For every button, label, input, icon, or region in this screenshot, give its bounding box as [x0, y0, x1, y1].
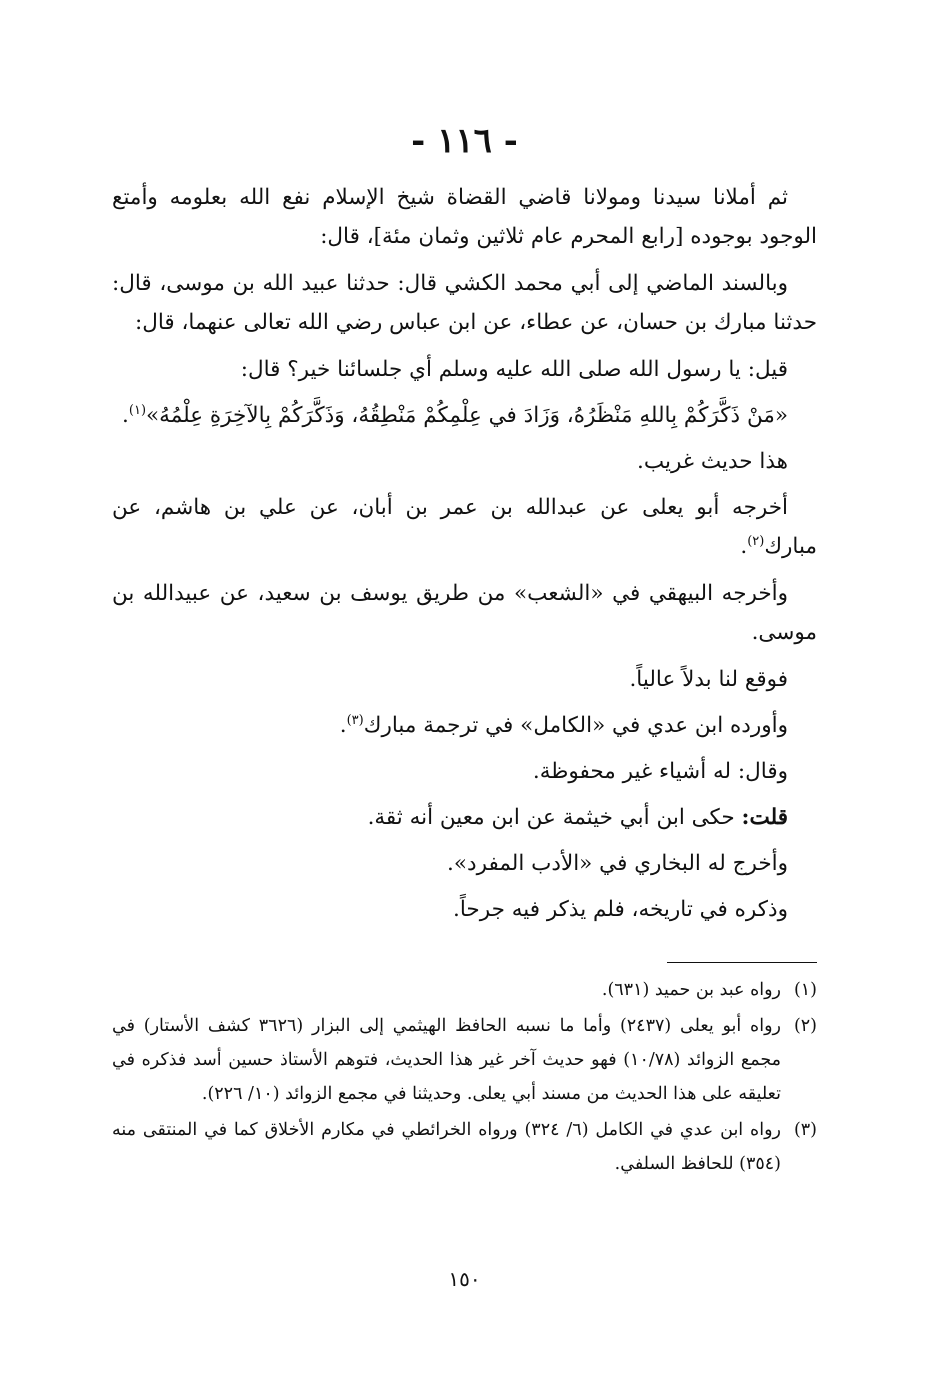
- footnote-text: رواه أبو يعلى (٢٤٣٧) وأما ما نسبه الحافظ الهيثمي إلى البزار (٣٦٢٦ كشف الأستار) في مجمع الزوائد (١٠/٧٨) فهو حديث آخر غير هذا الحديث، فتوهم الأستاذ حسين أسد فذكره في تعليقه على هذا الحديث من مسند أبي يعلى. وحديثنا في مجمع الزوائد (١٠/ ٢٢٦).: [112, 1016, 781, 1104]
- footnote-1: [112, 973, 817, 1007]
- page-title: - ١١٦ -: [411, 121, 518, 161]
- ibn-adi-end: .: [339, 713, 347, 738]
- footnote-ref-2: (٢): [747, 533, 765, 549]
- footnote-2: [112, 1009, 817, 1111]
- footnote-text: رواه عبد بن حميد (٦٣١).: [601, 980, 781, 1000]
- hadith-end: .: [122, 403, 129, 428]
- paragraph-ibn-adi-comment: وقال: له أشياء غير محفوظة.: [532, 759, 788, 784]
- hadith-text: «مَنْ ذَكَّرَكُمْ بِاللهِ مَنْظَرُهُ، وَزَادَ في عِلْمِكُمْ مَنْطِقُهُ، وَذَكَّرَكُمْ بِالآخِرَةِ عِلْمُهُ»: [146, 403, 788, 428]
- paragraph-intro: ثم أملانا سيدنا ومولانا قاضي القضاة شيخ الإسلام نفع الله بعلومه وأمتع الوجود بوجوده [رابع المحرم عام ثلاثين وثمان مئة]، قال:: [112, 185, 817, 249]
- footnote-number: (٢): [793, 1016, 817, 1036]
- paragraph-uluw: فوقع لنا بدلاً عالياً.: [629, 667, 788, 692]
- paragraph-takhrij-bayhaqi: وأخرجه البيهقي في «الشعب» من طريق يوسف بن سعيد، عن عبيدالله بن موسى.: [112, 581, 817, 645]
- paragraph-ibn-adi: [112, 706, 817, 745]
- qultu-label: قلت:: [741, 805, 788, 830]
- footnote-ref-1: (١): [128, 402, 147, 418]
- paragraph-qultu: [112, 798, 817, 837]
- paragraph-hadith: [112, 396, 817, 435]
- takhrij-abu-yala-end: .: [740, 534, 748, 559]
- paragraph-question: قيل: يا رسول الله صلى الله عليه وسلم أي جلسائنا خير؟ قال:: [240, 357, 788, 382]
- paragraph-bukhari: وأخرج له البخاري في «الأدب المفرد».: [447, 851, 788, 876]
- footnote-ref-3: (٣): [346, 712, 364, 728]
- footnote-number: (١): [793, 980, 817, 1000]
- footnotes: [112, 973, 817, 1183]
- paragraph-isnad: وبالسند الماضي إلى أبي محمد الكشي قال: حدثنا عبيد الله بن موسى، قال: حدثنا مبارك بن حسان، عن عطاء، عن ابن عباس رضي الله تعالى عنهما، قال:: [112, 271, 817, 335]
- footnote-3: [112, 1113, 817, 1181]
- page-number: ١٥٠: [448, 1267, 481, 1291]
- footnote-divider: [667, 962, 817, 963]
- main-text: [112, 178, 817, 936]
- footnote-number: (٣): [793, 1120, 817, 1140]
- paragraph-tarikh: وذكره في تاريخه، فلم يذكر فيه جرحاً.: [453, 897, 788, 922]
- paragraph-grading: هذا حديث غريب.: [637, 449, 788, 474]
- footnote-text: رواه ابن عدي في الكامل (٦/ ٣٢٤) ورواه الخرائطي في مكارم الأخلاق كما في المنتقى منه (٣٥٤) للحافظ السلفي.: [112, 1120, 781, 1174]
- qultu-text: حكى ابن أبي خيثمة عن ابن معين أنه ثقة.: [367, 805, 742, 830]
- ibn-adi-text: وأورده ابن عدي في «الكامل» في ترجمة مبارك: [363, 713, 788, 738]
- takhrij-abu-yala-text: أخرجه أبو يعلى عن عبدالله بن عمر بن أبان، عن علي بن هاشم، عن مبارك: [112, 495, 817, 559]
- paragraph-takhrij-abu-yala: [112, 488, 817, 566]
